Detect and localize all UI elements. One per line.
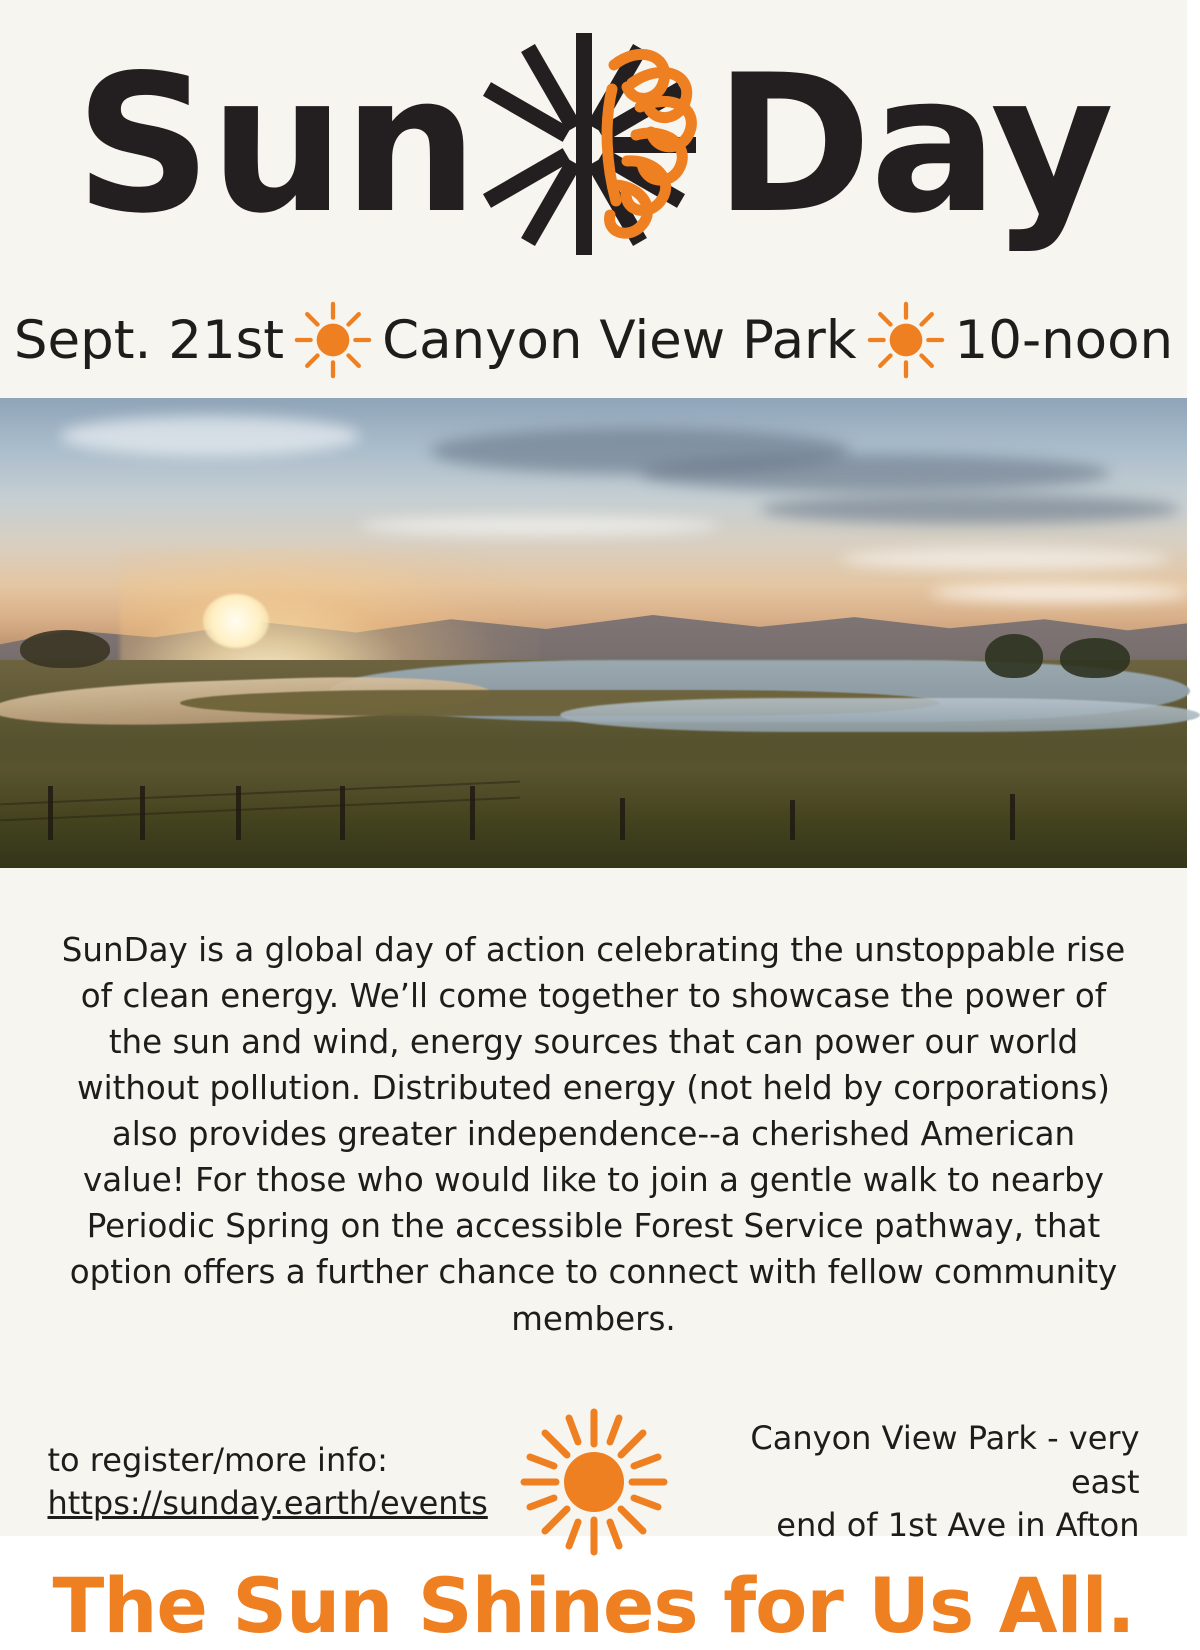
register-info: [48, 1439, 488, 1525]
sun-icon-large: [514, 1402, 674, 1562]
sun-burst-logo-icon: [464, 25, 724, 265]
photo-cloud: [840, 548, 1170, 570]
photo-cloud: [760, 494, 1180, 524]
logo-word-sun: Sun: [74, 34, 477, 255]
photo-fence-post: [620, 798, 625, 840]
event-details-bar: [0, 290, 1187, 398]
photo-fence-post: [140, 786, 145, 840]
photo-fence-post: [48, 786, 53, 840]
venue-line-2: end of 1st Ave in Afton: [776, 1505, 1140, 1544]
photo-water: [560, 698, 1200, 732]
photo-cloud: [360, 516, 720, 536]
photo-sun: [203, 594, 269, 648]
tagline: The Sun Shines for Us All.: [52, 1561, 1135, 1650]
logo-header: [0, 0, 1187, 290]
photo-cloud: [640, 454, 1110, 492]
register-row: [0, 1380, 1187, 1562]
sun-icon: [290, 297, 376, 383]
register-link[interactable]: https://sunday.earth/events: [47, 1484, 488, 1523]
event-time: 10-noon: [954, 309, 1174, 371]
venue-line-1: Canyon View Park - very east: [750, 1419, 1140, 1501]
photo-fence-post: [340, 786, 345, 840]
photo-fence-post: [470, 786, 475, 840]
sun-icon: [863, 297, 949, 383]
register-label: to register/more info:: [47, 1441, 388, 1480]
photo-tree: [985, 634, 1043, 678]
photo-foreground-grass: [0, 740, 1187, 868]
sunrise-photo: [0, 398, 1187, 868]
photo-fence-post: [236, 786, 241, 840]
event-location: Canyon View Park: [382, 309, 857, 371]
photo-fence-post: [790, 800, 795, 840]
description-text: SunDay is a global day of action celebrating the unstoppable rise of clean energy. We’ll come together to showcase the power of the sun and wind, energy sources that can power our world without pollution. Distributed energy (not held by corporations) also provides greater independence--a cherished American value! For those who would like to join a gentle walk to nearby Periodic Spring on the accessible Forest Service pathway, that option offers a further chance to connect with fellow community members.: [61, 930, 1126, 1338]
logo-word-day: Day: [714, 34, 1113, 255]
photo-fence-post: [1010, 794, 1015, 840]
event-date: Sept. 21st: [13, 309, 285, 371]
photo-tree: [20, 630, 110, 668]
venue-info: [700, 1417, 1140, 1547]
photo-cloud: [60, 416, 360, 456]
logo-lockup: [75, 25, 1112, 265]
photo-tree: [1060, 638, 1130, 678]
